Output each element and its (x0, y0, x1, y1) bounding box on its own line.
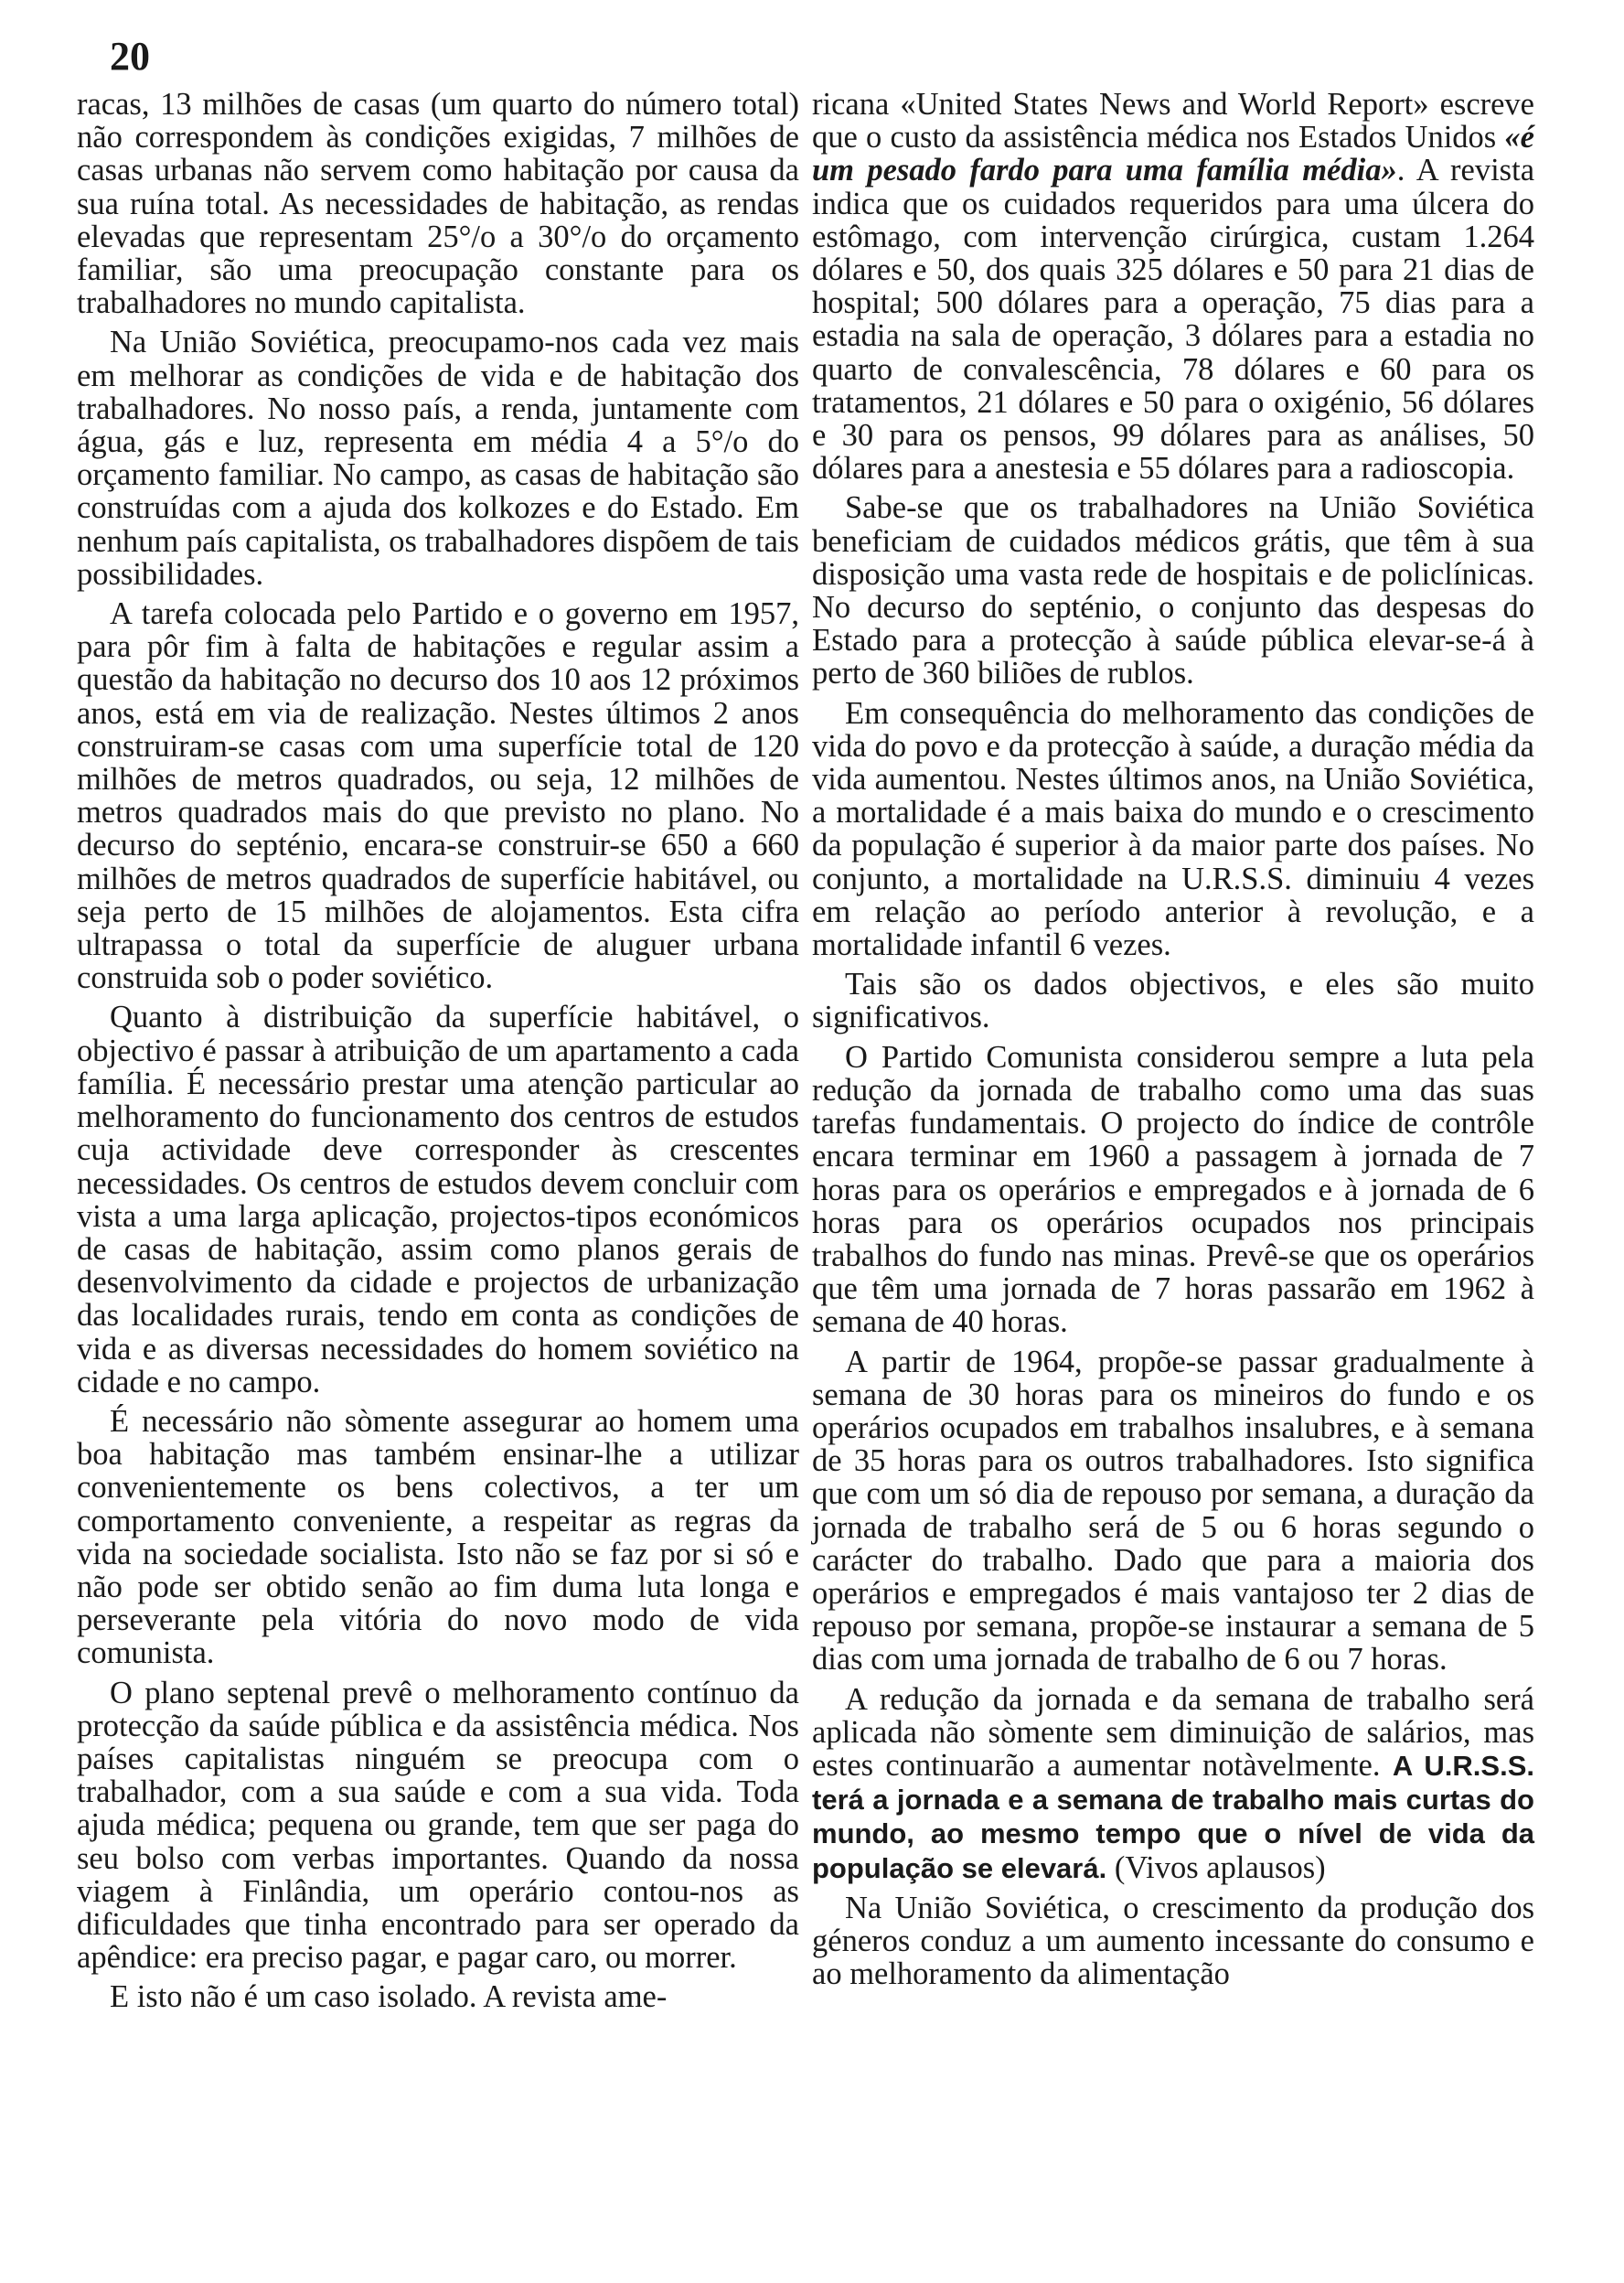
bold-statement: A U.R.S.S. terá a jornada e a semana de trabalho mais curtas do mundo, ao mesmo tempo que o nível de vida da população se elevará. (812, 1749, 1534, 1884)
left-column (77, 88, 799, 2020)
paragraph (812, 88, 1534, 485)
paragraph: Sabe-se que os trabalhadores na União Soviética beneficiam de cuidados médicos grátis, que têm à sua disposição uma vasta rede de hospitais e de policlínicas. No decurso do septénio, o conjunto das despesas do Estado para a protecção à saúde pública elevar-se-á à perto de 360 biliões de rublos. (812, 490, 1534, 691)
paragraph-text: (Vivos aplausos) (1106, 1849, 1326, 1885)
right-column (812, 88, 1534, 1997)
paragraph: Na União Soviética, preocupamo-nos cada vez mais em melhorar as condições de vida e de habitação dos trabalhadores. No nosso país, a renda, juntamente com água, gás e luz, representa em média 4 a 5°/o do orçamento familiar. No campo, as casas de habitação são construídas com a ajuda dos kolkozes e do Estado. Em nenhum país capitalista, os trabalhadores dispõem de tais possibilidades. (77, 325, 799, 592)
paragraph (812, 1683, 1534, 1885)
paragraph: Em consequência do melhoramento das condições de vida do povo e da protecção à saúde, a duração média da vida aumentou. Nestes últimos anos, na União Soviética, a mortalidade é a mais baixa do mundo e o crescimento da população é superior à da maior parte dos países. No conjunto, a mortalidade na U.R.S.S. diminuiu 4 vezes em relação ao período anterior à revolução, e a mortalidade infantil 6 vezes. (812, 695, 1534, 963)
paragraph: Quanto à distribuição da superfície habitável, o objectivo é passar à atribuição de um apartamento a cada família. É necessário prestar uma atenção particular ao melhoramento do funcionamento dos centros de estudos cuja actividade deve corresponder às crescentes necessidades. Os centros de estudos devem concluir com vista a uma larga aplicação, projectos-tipos económicos de casas de habitação, assim como planos gerais de desenvolvimento da cidade e projectos de urbanização das localidades rurais, tendo em conta as condições de vida e as diversas necessidades do homem soviético na cidade e no campo. (77, 1000, 799, 1399)
paragraph: Na União Soviética, o crescimento da produção dos géneros conduz a um aumento incessante do consumo e ao melhoramento da alimentação (812, 1890, 1534, 1992)
paragraph: racas, 13 milhões de casas (um quarto do número total) não correspondem às condições exigidas, 7 milhões de casas urbanas não servem como habitação por causa da sua ruína total. As necessidades de habitação, as rendas elevadas que representam 25°/o a 30°/o do orçamento familiar, são uma preocupação constante para os trabalhadores no mundo capitalista. (77, 87, 799, 321)
paragraph: E isto não é um caso isolado. A revista ame- (110, 1979, 668, 2015)
paragraph-text: ricana «United States News and World Report» escreve que o custo da assistência médica nos Estados Unidos (812, 87, 1534, 155)
paragraph: Tais são os dados objectivos, e eles são muito significativos. (812, 967, 1534, 1035)
paragraph-text: A redução da jornada e da semana de trabalho será aplicada não sòmente sem diminuição de salários, mas estes continuarão a aumentar notàvelmente. (812, 1681, 1534, 1783)
page-number: 20 (110, 34, 150, 79)
paragraph: O Partido Comunista considerou sempre a luta pela redução da jornada de trabalho como uma das suas tarefas fundamentais. O projecto do índice de contrôle encara terminar em 1960 a passagem à jornada de 7 horas para os operários e empregados e à jornada de 6 horas para os operários ocupados nos principais trabalhos do fundo nas minas. Prevê-se que os operários que têm uma jornada de 7 horas passarão em 1962 à semana de 40 horas. (812, 1039, 1534, 1340)
paragraph: O plano septenal prevê o melhoramento contínuo da protecção da saúde pública e da assistência médica. Nos países capitalistas ninguém se preocupa com o trabalhador, com a sua saúde e com a sua vida. Toda ajuda médica; pequena ou grande, tem que ser paga do seu bolso com verbas importantes. Quando da nossa viagem à Finlândia, um operário contou-nos as dificuldades que tinha encontrado para ser operado da apêndice: era preciso pagar, e pagar caro, ou morrer. (77, 1675, 799, 1976)
emphasized-quote: «é um pesado fardo para uma família média» (812, 120, 1534, 188)
paragraph: A partir de 1964, propõe-se passar gradualmente à semana de 30 horas para os mineiros do fundo e os operários ocupados em trabalhos insalubres, e à semana de 35 horas para os outros trabalhadores. Isto significa que com um só dia de repouso por semana, a duração da jornada de trabalho será de 5 ou 6 horas segundo o carácter do trabalho. Dado que para a maioria dos operários e empregados é mais vantajoso ter 2 dias de repouso por semana, propõe-se instaurar a semana de 5 dias com uma jornada de trabalho de 6 ou 7 horas. (812, 1344, 1534, 1677)
paragraph-text: . A revista indica que os cuidados requeridos para uma úlcera do estômago, com intervenção cirúrgica, custam 1.264 dólares e 50, dos quais 325 dólares e 50 para 21 dias de hospital; 500 dólares para a operação, 75 dias para a estadia na sala de operação, 3 dólares para a estadia no quarto de convalescência, 78 dólares e 60 para os tratamentos, 21 dólares e 50 para o oxigénio, 56 dólares e 30 para os pensos, 99 dólares para as análises, 50 dólares para a anestesia e 55 dólares para a radioscopia. (812, 153, 1535, 487)
paragraph: É necessário não sòmente assegurar ao homem uma boa habitação mas também ensinar-lhe a utilizar convenientemente os bens colectivos, a ter um comportamento conveniente, a respeitar as regras da vida na sociedade socialista. Isto não se faz por si só e não pode ser obtido senão ao fim duma luta longa e perseverante pela vitória do novo modo de vida comunista. (77, 1403, 799, 1671)
paragraph: A tarefa colocada pelo Partido e o governo em 1957, para pôr fim à falta de habitações e regular assim a questão da habitação no decurso dos 10 aos 12 próximos anos, está em via de realização. Nestes últimos 2 anos construiram-se casas com uma superfície total de 120 milhões de metros quadrados, ou seja, 12 milhões de metros quadrados mais do que previsto no plano. No decurso do septénio, encara-se construir-se 650 a 660 milhões de metros quadrados de superfície habitável, ou seja perto de 15 milhões de alojamentos. Esta cifra ultrapassa o total da superfície de aluguer urbana construida sob o poder soviético. (77, 596, 799, 996)
